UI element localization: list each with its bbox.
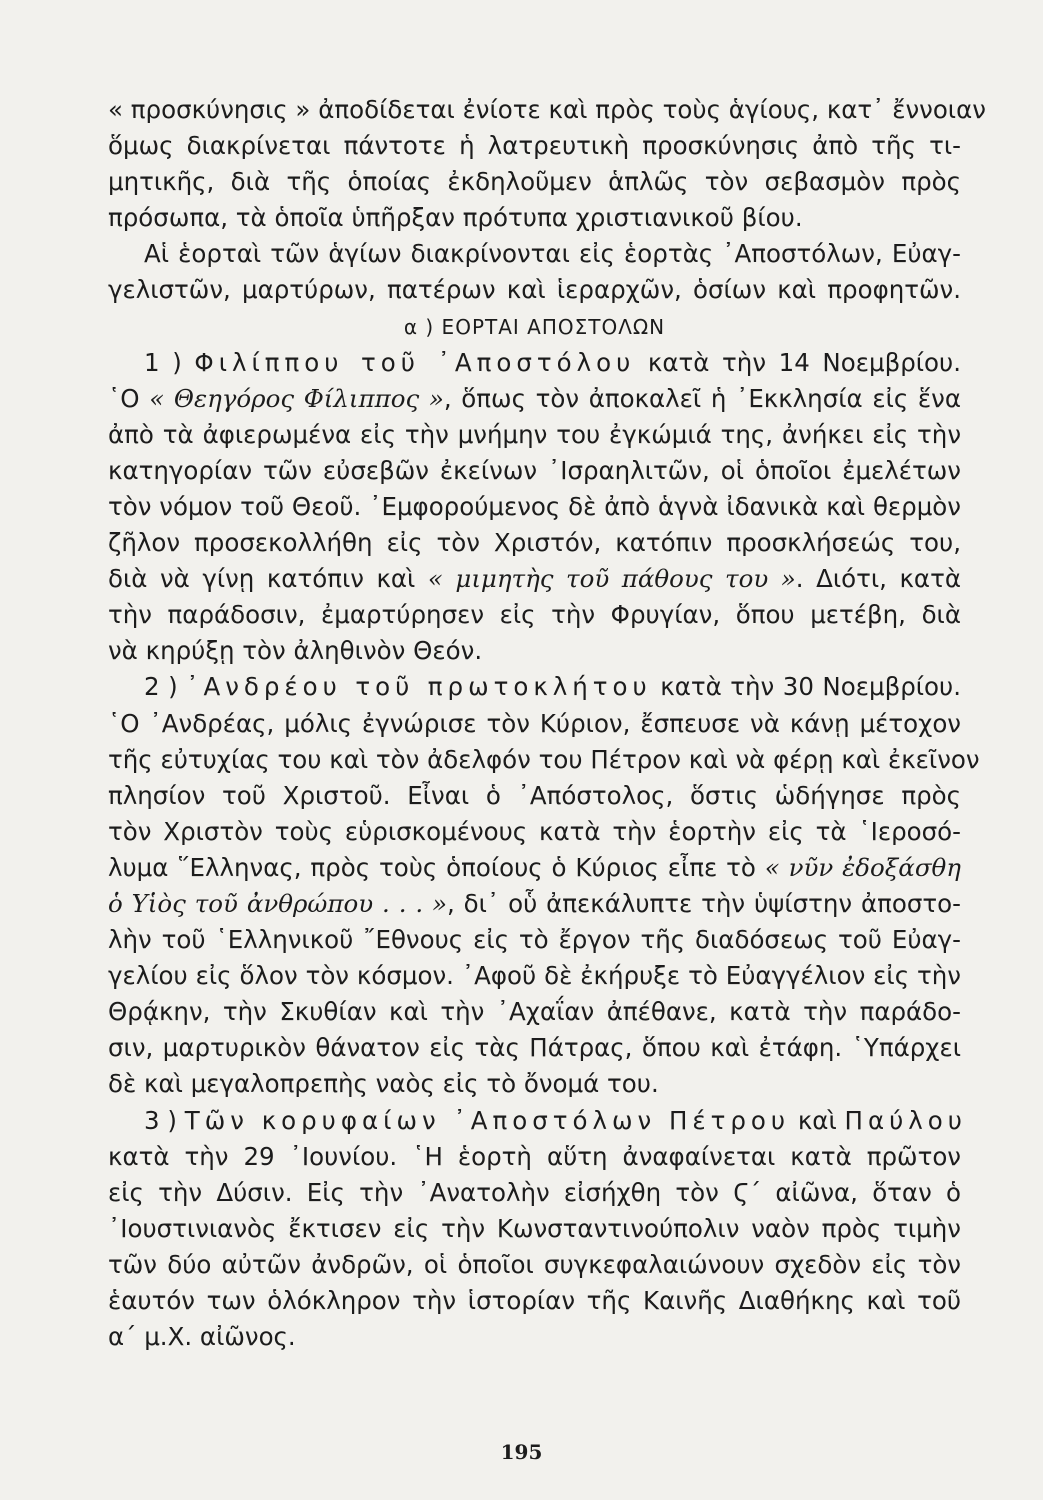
text-line: πλησίον τοῦ Χριστοῦ. Εἶναι ὁ ᾿Απόστολος, ὅστις ὡδήγησε πρὸς [108, 780, 961, 810]
text-line: ῾Ο ᾿Ανδρέας, μόλις ἐγνώρισε τὸν Κύριον, ἔσπευσε νὰ κάνῃ μέτοχον [108, 708, 961, 738]
italic-quote: « νῦν ἐδοξάσθη [764, 852, 961, 882]
text-line: ἀπὸ τὰ ἀφιερωμένα εἰς τὴν μνήμην του ἐγκώμιά της, ἀνήκει εἰς τὴν [108, 419, 961, 449]
text-line: τὸν νόμον τοῦ Θεοῦ. ᾿Εμφορούμενος δὲ ἀπὸ ἁγνὰ ἰδανικὰ καὶ θερμὸν [108, 491, 961, 521]
text-line: 2 ) ᾿Ανδρέου τοῦ πρωτοκλήτου κατὰ τὴν 30 Νοεμβρίου. [144, 672, 962, 702]
text-line: κατηγορίαν τῶν εὐσεβῶν ἐκείνων ᾿Ισραηλιτῶν, οἱ ὁποῖοι ἐμελέτων [108, 455, 961, 485]
text-line: γελίου εἰς ὅλον τὸν κόσμον. ᾿Αφοῦ δὲ ἐκήρυξε τὸ Εὐαγγέλιον εἰς τὴν [108, 961, 961, 991]
text-line: μητικῆς, διὰ τῆς ὁποίας ἐκδηλοῦμεν ἁπλῶς τὸν σεβασμὸν πρὸς [108, 167, 961, 197]
text-line: 1 ) Φιλίππου τοῦ ᾿Αποστόλου κατὰ τὴν 14 Νοεμβρίου. [144, 347, 962, 377]
text-line: ῾Ο « Θεηγόρος Φίλιππος », ὅπως τὸν ἀποκαλεῖ ἡ ᾿Εκκλησία εἰς ἕνα [108, 383, 961, 413]
text-line: τὸν Χριστὸν τοὺς εὑρισκομένους κατὰ τὴν ἑορτὴν εἰς τὰ ῾Ιεροσό- [108, 816, 961, 846]
text-line: ᾿Ιουστινιανὸς ἔκτισεν εἰς τὴν Κωνσταντινούπολιν ναὸν πρὸς τιμὴν [108, 1213, 961, 1243]
text-line: τῶν δύο αὐτῶν ἀνδρῶν, οἱ ὁποῖοι συγκεφαλαιώνουν σχεδὸν εἰς τὸν [108, 1249, 961, 1279]
text-line: κατὰ τὴν 29 ᾿Ιουνίου. ῾Η ἑορτὴ αὕτη ἀναφαίνεται κατὰ πρῶτον [108, 1141, 961, 1171]
section-heading: α ) ΕΟΡΤΑΙ ΑΠΟΣΤΟΛΩΝ [403, 314, 666, 339]
text-line: ζῆλον προσεκολλήθη εἰς τὸν Χριστόν, κατόπιν προσκλήσεώς του, [108, 528, 961, 558]
text-line: εἰς τὴν Δύσιν. Εἰς τὴν ᾿Ανατολὴν εἰσήχθη τὸν Ϛ΄ αἰῶνα, ὅταν ὁ [108, 1177, 961, 1207]
spaced-title: Τῶν κορυφαίων ᾿Αποστόλων Πέτρου [184, 1105, 791, 1135]
text-line: « προσκύνησις » ἀποδίδεται ἐνίοτε καὶ πρὸς τοὺς ἁγίους, κατ᾽ ἔννοιαν [108, 95, 986, 124]
page-number: 195 [500, 1440, 543, 1464]
text-line: 3 ) Τῶν κορυφαίων ᾿Αποστόλων Πέτρου καὶ Παύλου [144, 1105, 967, 1135]
text-line: διὰ νὰ γίνῃ κατόπιν καὶ « μιμητὴς τοῦ πάθους του ». Διότι, κατὰ [108, 564, 961, 594]
spaced-title: ᾿Ανδρέου τοῦ πρωτοκλήτου [186, 672, 652, 702]
text-line: ὁ Υἱὸς τοῦ ἀνθρώπου . . . », δι᾽ οὗ ἀπεκάλυπτε τὴν ὑψίστην ἀποστο- [108, 888, 961, 918]
text-line: λὴν τοῦ ῾Ελληνικοῦ ῎Εθνους εἰς τὸ ἔργον τῆς διαδόσεως τοῦ Εὐαγ- [108, 925, 961, 955]
text-line: Αἱ ἑορταὶ τῶν ἁγίων διακρίνονται εἰς ἑορτὰς ᾿Αποστόλων, Εὐαγ- [144, 239, 961, 269]
spaced-title: Φιλίππου τοῦ ᾿Αποστόλου [194, 347, 636, 377]
italic-quote: « Θεηγόρος Φίλιππος » [149, 383, 444, 413]
italic-quote: « μιμητὴς τοῦ πάθους του » [427, 564, 796, 594]
text-line: δὲ καὶ μεγαλοπρεπὴς ναὸς εἰς τὸ ὄνομά του. [108, 1069, 659, 1099]
text-line: γελιστῶν, μαρτύρων, πατέρων καὶ ἱεραρχῶν, ὁσίων καὶ προφητῶν. [108, 275, 961, 305]
text-line: ἑαυτόν των ὁλόκληρον τὴν ἱστορίαν τῆς Καινῆς Διαθήκης καὶ τοῦ [108, 1286, 961, 1315]
text-line: λυμα ῞Ελληνας, πρὸς τοὺς ὁποίους ὁ Κύριος εἶπε τὸ « νῦν ἐδοξάσθη [108, 852, 961, 882]
text-line: τὴν παράδοσιν, ἐμαρτύρησεν εἰς τὴν Φρυγίαν, ὅπου μετέβη, διὰ [108, 600, 961, 630]
text-line: α΄ μ.Χ. αἰῶνος. [108, 1322, 296, 1352]
spaced-title: Παύλου [844, 1105, 967, 1135]
text-line: νὰ κηρύξῃ τὸν ἀληθινὸν Θεόν. [108, 636, 483, 666]
text-line: Θρᾴκην, τὴν Σκυθίαν καὶ τὴν ᾿Αχαΐαν ἀπέθανε, κατὰ τὴν παράδο- [108, 997, 961, 1027]
italic-quote: ὁ Υἱὸς τοῦ ἀνθρώπου . . . » [108, 888, 448, 918]
text-line: ὅμως διακρίνεται πάντοτε ἡ λατρευτικὴ προσκύνησις ἀπὸ τῆς τι- [108, 131, 961, 161]
text-line: σιν, μαρτυρικὸν θάνατον εἰς τὰς Πάτρας, ὅπου καὶ ἐτάφη. ῾Υπάρχει [108, 1033, 961, 1063]
text-line: τῆς εὐτυχίας του καὶ τὸν ἀδελφόν του Πέτρον καὶ νὰ φέρῃ καὶ ἐκεῖνον [108, 744, 980, 774]
text-line: πρόσωπα, τὰ ὁποῖα ὑπῆρξαν πρότυπα χριστιανικοῦ βίου. [108, 203, 803, 233]
